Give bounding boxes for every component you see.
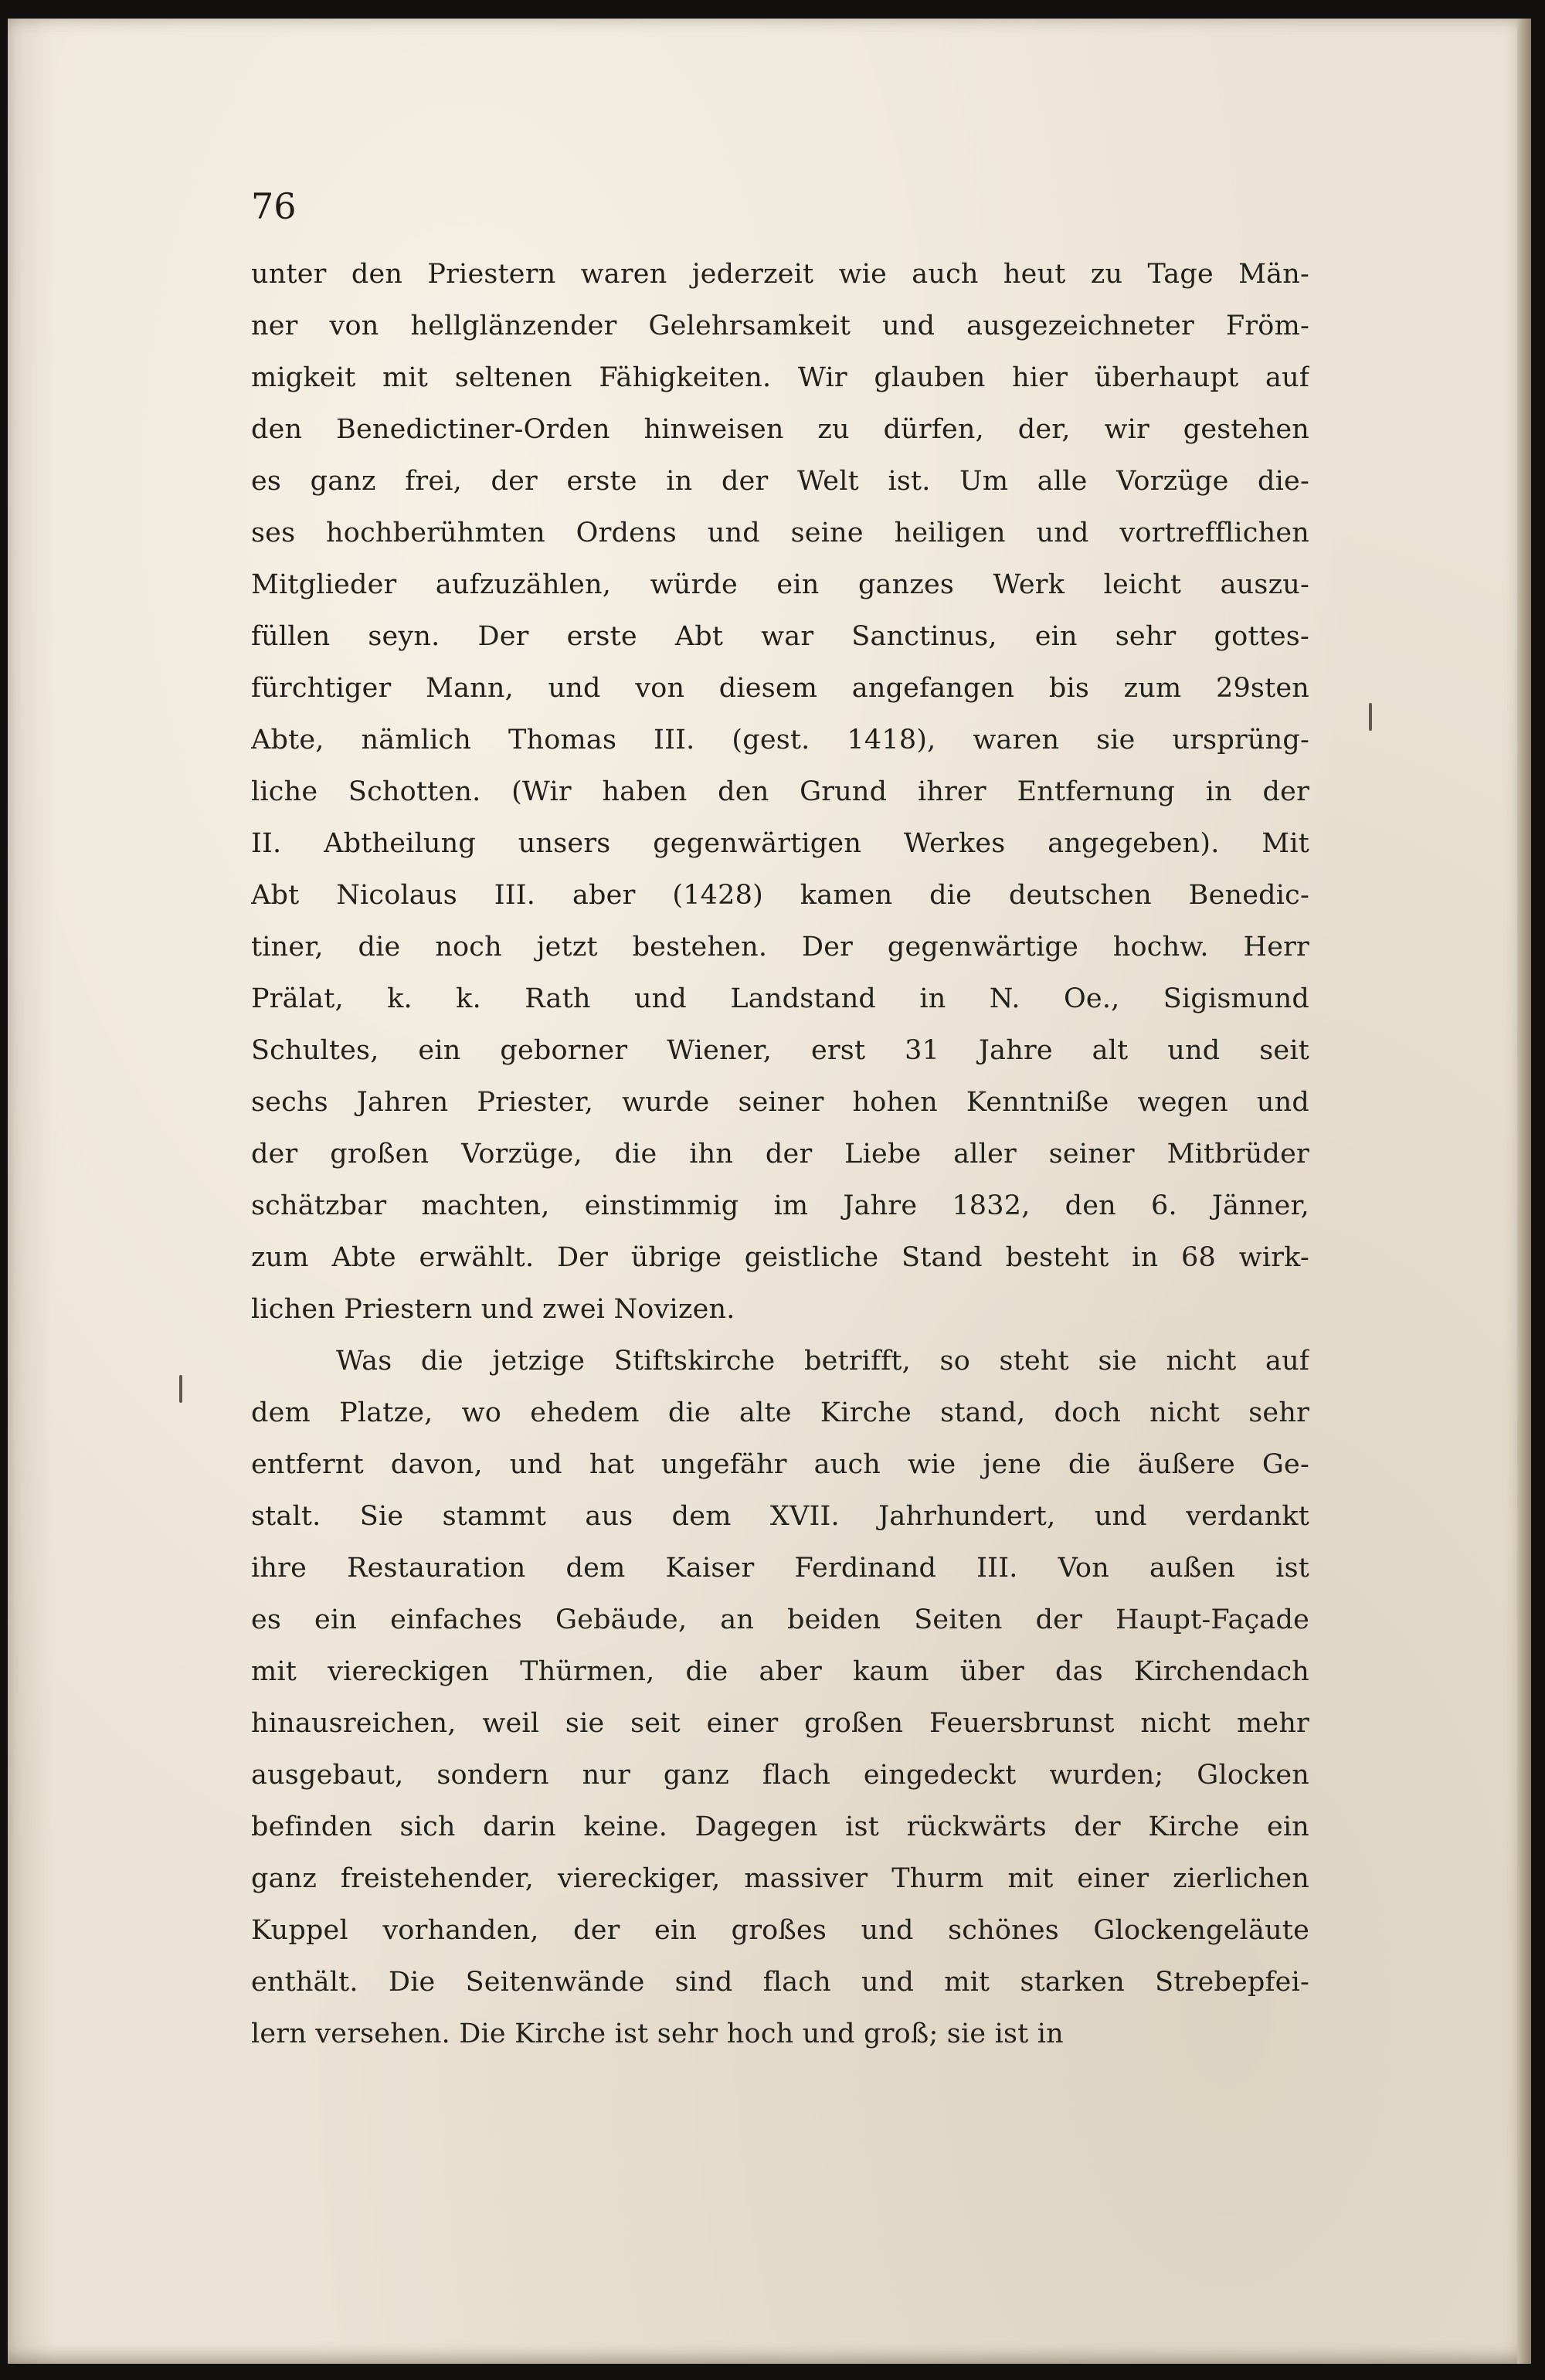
body-text bbox=[251, 249, 1309, 2060]
text-line: entfernt davon, und hat ungefähr auch wie jene die äußere Ge- bbox=[251, 1449, 1309, 1480]
page-edge bbox=[1517, 19, 1531, 2364]
text-line: migkeit mit seltenen Fähigkeiten. Wir glauben hier überhaupt auf bbox=[251, 362, 1309, 393]
text-line: dem Platze, wo ehedem die alte Kirche stand, doch nicht sehr bbox=[251, 1397, 1309, 1428]
text-line: es ein einfaches Gebäude, an beiden Seiten der Haupt-Façade bbox=[251, 1604, 1309, 1635]
text-line: enthält. Die Seitenwände sind flach und mit starken Strebepfei- bbox=[251, 1967, 1309, 1998]
text-line: hinausreichen, weil sie seit einer großen Feuersbrunst nicht mehr bbox=[251, 1708, 1309, 1739]
page-number: 76 bbox=[251, 185, 297, 227]
text-line: ausgebaut, sondern nur ganz flach eingedeckt wurden; Glocken bbox=[251, 1760, 1309, 1791]
text-line: ihre Restauration dem Kaiser Ferdinand III. Von außen ist bbox=[251, 1553, 1309, 1584]
text-line: ner von hellglänzender Gelehrsamkeit und ausgezeichneter Fröm- bbox=[251, 311, 1309, 341]
text-line: füllen seyn. Der erste Abt war Sanctinus, ein sehr gottes- bbox=[251, 621, 1309, 652]
text-line: fürchtiger Mann, und von diesem angefangen bis zum 29sten bbox=[251, 673, 1309, 704]
text-line: Mitglieder aufzuzählen, würde ein ganzes Werk leicht auszu- bbox=[251, 569, 1309, 600]
text-line: sechs Jahren Priester, wurde seiner hohen Kenntniße wegen und bbox=[251, 1087, 1309, 1118]
text-line: den Benedictiner-Orden hinweisen zu dürfen, der, wir gestehen bbox=[251, 414, 1309, 445]
text-line: liche Schotten. (Wir haben den Grund ihrer Entfernung in der bbox=[251, 776, 1309, 807]
text-line: lern versehen. Die Kirche ist sehr hoch und groß; sie ist in bbox=[251, 2018, 1064, 2049]
text-line: ganz freistehender, viereckiger, massiver Thurm mit einer zierlichen bbox=[251, 1863, 1309, 1894]
text-line: zum Abte erwählt. Der übrige geistliche Stand besteht in 68 wirk- bbox=[251, 1242, 1309, 1273]
paragraph-first-line: Was die jetzige Stiftskirche betrifft, so steht sie nicht auf bbox=[336, 1346, 1309, 1377]
text-line: Abte, nämlich Thomas III. (gest. 1418), waren sie ursprüng- bbox=[251, 725, 1309, 755]
text-line: Kuppel vorhanden, der ein großes und schönes Glockengeläute bbox=[251, 1915, 1309, 1946]
text-line: der großen Vorzüge, die ihn der Liebe aller seiner Mitbrüder bbox=[251, 1139, 1309, 1170]
text-line: befinden sich darin keine. Dagegen ist rückwärts der Kirche ein bbox=[251, 1811, 1309, 1842]
text-line: ses hochberühmten Ordens und seine heiligen und vortrefflichen bbox=[251, 518, 1309, 548]
text-line: es ganz frei, der erste in der Welt ist. Um alle Vorzüge die- bbox=[251, 466, 1309, 497]
text-line: schätzbar machten, einstimmig im Jahre 1832, den 6. Jänner, bbox=[251, 1190, 1309, 1221]
text-line: Prälat, k. k. Rath und Landstand in N. Oe., Sigismund bbox=[251, 983, 1309, 1014]
ink-speck bbox=[179, 1375, 182, 1403]
text-line: tiner, die noch jetzt bestehen. Der gegenwärtige hochw. Herr bbox=[251, 932, 1309, 963]
text-line: lichen Priestern und zwei Novizen. bbox=[251, 1294, 735, 1325]
text-line: II. Abtheilung unsers gegenwärtigen Werkes angegeben). Mit bbox=[251, 828, 1309, 859]
text-line: Abt Nicolaus III. aber (1428) kamen die deutschen Benedic- bbox=[251, 880, 1309, 911]
text-line: Schultes, ein geborner Wiener, erst 31 Jahre alt und seit bbox=[251, 1035, 1309, 1066]
text-line: unter den Priestern waren jederzeit wie auch heut zu Tage Män- bbox=[251, 259, 1309, 290]
text-line: stalt. Sie stammt aus dem XVII. Jahrhundert, und verdankt bbox=[251, 1501, 1309, 1532]
text-line: mit viereckigen Thürmen, die aber kaum über das Kirchendach bbox=[251, 1656, 1309, 1687]
ink-speck bbox=[1369, 703, 1372, 731]
